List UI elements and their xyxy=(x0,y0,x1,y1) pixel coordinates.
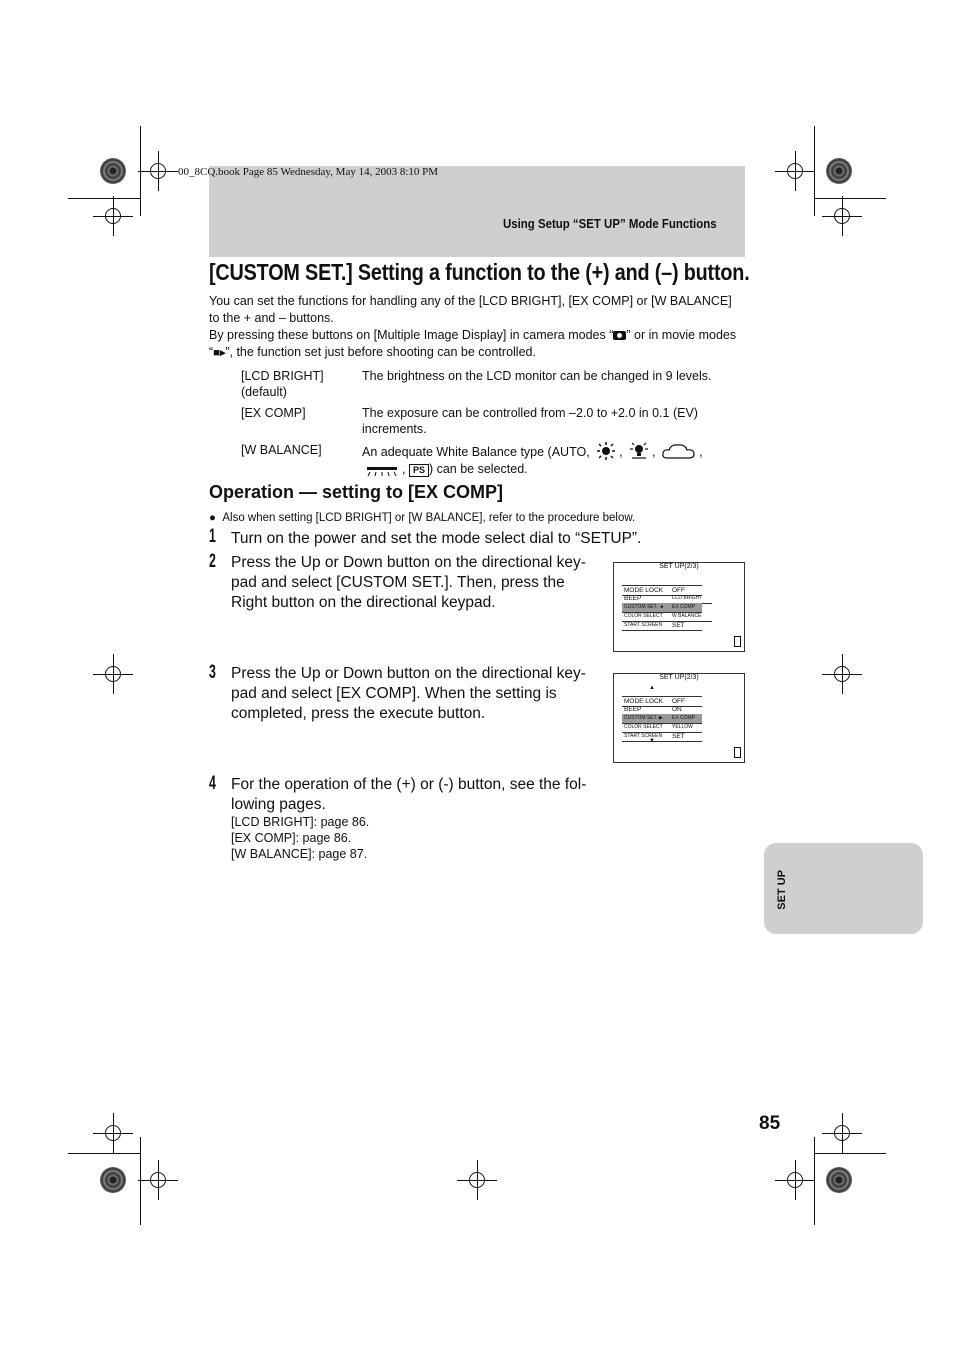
function-label-lcd-bright xyxy=(241,368,324,400)
crop-line xyxy=(814,126,815,216)
w-balance-line-1: An adequate White Balance type (AUTO, , , , xyxy=(362,441,742,461)
function-desc-lcd-bright: The brightness on the LCD monitor can be changed in 9 levels. xyxy=(362,369,712,383)
incandescent-icon xyxy=(628,441,650,461)
step-text-4 xyxy=(231,775,603,815)
preset-icon: PS xyxy=(409,464,429,477)
intro-line-3a: By pressing these buttons on [Multiple Image Display] in camera modes “ xyxy=(209,328,614,342)
step-4-line-1: For the operation of the (+) or (-) button, see the fol- xyxy=(231,776,587,793)
fluorescent-icon xyxy=(364,464,400,478)
crop-line xyxy=(795,151,796,191)
lcd-1-row-start-screen xyxy=(622,621,702,631)
movie-icon: ■▸ xyxy=(213,347,226,359)
crop-line xyxy=(113,654,114,694)
lcd-1-menu xyxy=(622,570,734,642)
lcd-1-row-value: OFF xyxy=(672,587,685,594)
lcd-1-row-value: W BALANCE xyxy=(672,613,702,619)
bullet-dot-icon: ● xyxy=(209,512,223,524)
lcd-screen-2 xyxy=(613,673,745,763)
lcd-1-row-key: CUSTOM SET. ◄ xyxy=(624,604,664,610)
bullet-text: Also when setting [LCD BRIGHT] or [W BALANCE], refer to the procedure below. xyxy=(222,512,636,524)
page-title: [CUSTOM SET.] Setting a function to the (+) and (–) button. xyxy=(209,259,750,285)
lcd-2-row-key: CUSTOM SET. ▶ xyxy=(624,715,663,721)
registration-disk-icon xyxy=(100,158,126,184)
page-references xyxy=(231,814,369,862)
operation-heading: Operation — setting to [EX COMP] xyxy=(209,482,504,502)
step-number-1: 1 xyxy=(209,526,216,547)
step-3-line-2: pad and select [EX COMP]. When the setting is xyxy=(231,685,557,702)
down-arrow-icon: ▼ xyxy=(649,738,655,744)
lcd-1-row-key: MODE LOCK xyxy=(624,587,664,594)
step-2-line-3: Right button on the directional keypad. xyxy=(231,594,496,611)
lcd-1-row-value: SET xyxy=(672,622,685,629)
crop-line xyxy=(68,1153,140,1154)
operation-bullet xyxy=(209,512,635,524)
crop-line xyxy=(477,1160,478,1200)
crop-line xyxy=(113,1113,114,1153)
lcd-2-row-key: BEEP xyxy=(624,706,642,713)
step-number-4: 4 xyxy=(209,773,216,794)
intro-line-2: to the + and – buttons. xyxy=(209,311,334,325)
section-header: Using Setup “SET UP” Mode Functions xyxy=(503,216,717,231)
ref-w-balance: [W BALANCE]: page 87. xyxy=(231,847,368,861)
lcd-bright-label: [LCD BRIGHT] xyxy=(241,369,324,383)
lcd-2-row-start-screen xyxy=(622,732,702,742)
lcd-2-row-key: COLOR SELECT xyxy=(624,724,663,730)
step-number-2: 2 xyxy=(209,551,216,572)
ex-comp-desc-1: The exposure can be controlled from –2.0 to +2.0 in 0.1 (EV) xyxy=(362,406,698,420)
step-3-line-1: Press the Up or Down button on the directional key- xyxy=(231,665,586,682)
book-info: 00_8CQ.book Page 85 Wednesday, May 14, 2003 8:10 PM xyxy=(178,166,439,178)
crop-line xyxy=(814,198,886,199)
lcd-2-row-key: MODE LOCK xyxy=(624,698,664,705)
step-text-3 xyxy=(231,664,603,724)
header-band xyxy=(209,166,745,257)
crop-line xyxy=(158,1160,159,1200)
crop-line xyxy=(795,1160,796,1200)
lcd-2-row-key: START SCREEN xyxy=(624,733,663,739)
crop-line xyxy=(158,151,159,191)
step-4-line-2: lowing pages. xyxy=(231,796,326,813)
cloud-icon xyxy=(661,441,697,461)
crop-line xyxy=(140,126,141,216)
function-label-ex-comp: [EX COMP] xyxy=(241,406,306,420)
lcd-1-row-value: LCD BRIGHT xyxy=(672,595,703,601)
lcd-1-row-key: BEEP xyxy=(624,595,642,602)
crop-line xyxy=(842,1113,843,1153)
step-text-2 xyxy=(231,553,603,613)
lcd-2-row-value: OFF xyxy=(672,698,685,705)
lcd-1-row-value: EX COMP xyxy=(672,604,696,610)
lcd-1-row-key: START SCREEN xyxy=(624,622,663,628)
page-number: 85 xyxy=(759,1113,781,1134)
w-balance-line-2: , PS ) can be selected. xyxy=(362,461,742,478)
step-3-line-3: completed, press the execute button. xyxy=(231,705,486,722)
w-balance-desc-end: ) can be selected. xyxy=(428,462,528,476)
function-desc-ex-comp xyxy=(362,405,742,437)
lcd-2-menu xyxy=(622,681,734,753)
lcd-1-row-key: COLOR SELECT xyxy=(624,613,663,619)
registration-disk-icon xyxy=(100,1167,126,1193)
step-2-line-2: pad and select [CUSTOM SET.]. Then, press the xyxy=(231,574,565,591)
step-text-1: Turn on the power and set the mode select dial to “SETUP”. xyxy=(231,530,642,547)
lcd-bright-default: (default) xyxy=(241,385,287,399)
lcd-screen-1 xyxy=(613,562,745,652)
side-tab-label: SET UP xyxy=(776,870,788,910)
registration-disk-icon xyxy=(826,158,852,184)
lcd-2-row-value: EX COMP xyxy=(672,715,696,721)
crop-line xyxy=(68,198,140,199)
intro-line-3 xyxy=(209,327,749,344)
ref-lcd-bright: [LCD BRIGHT]: page 86. xyxy=(231,815,370,829)
crop-line xyxy=(842,196,843,236)
crop-line xyxy=(814,1137,815,1225)
battery-icon xyxy=(734,636,741,647)
lcd-1-title: SET UP(2/3) xyxy=(659,563,699,570)
ex-comp-desc-2: increments. xyxy=(362,422,427,436)
ref-ex-comp: [EX COMP]: page 86. xyxy=(231,831,352,845)
sun-icon xyxy=(595,441,617,461)
intro-line-3b: ” or in movie modes xyxy=(626,328,737,342)
lcd-2-row-value: ON xyxy=(672,706,682,713)
lcd-2-row-value: SET xyxy=(672,733,685,740)
w-balance-desc: An adequate White Balance type (AUTO, xyxy=(362,445,590,459)
function-label-w-balance: [W BALANCE] xyxy=(241,443,322,457)
lcd-2-row-value: YELLOW xyxy=(672,724,693,730)
intro-line-4a: “ xyxy=(209,345,214,359)
intro-text xyxy=(209,293,749,362)
crop-line xyxy=(814,1153,886,1154)
intro-line-1: You can set the functions for handling any of the [LCD BRIGHT], [EX COMP] or [W BALANCE] xyxy=(209,294,732,308)
up-arrow-icon: ▲ xyxy=(649,685,655,691)
camera-icon xyxy=(613,331,626,340)
crop-line xyxy=(842,654,843,694)
battery-icon xyxy=(734,747,741,758)
step-2-line-1: Press the Up or Down button on the directional key- xyxy=(231,554,586,571)
crop-line xyxy=(140,1137,141,1225)
intro-line-4 xyxy=(209,344,749,362)
step-number-3: 3 xyxy=(209,662,216,683)
lcd-2-title: SET UP(2/3) xyxy=(659,674,699,681)
function-desc-w-balance xyxy=(362,441,742,478)
crop-line xyxy=(113,196,114,236)
intro-line-4b: ”, the function set just before shooting can be controlled. xyxy=(225,345,536,359)
registration-disk-icon xyxy=(826,1167,852,1193)
